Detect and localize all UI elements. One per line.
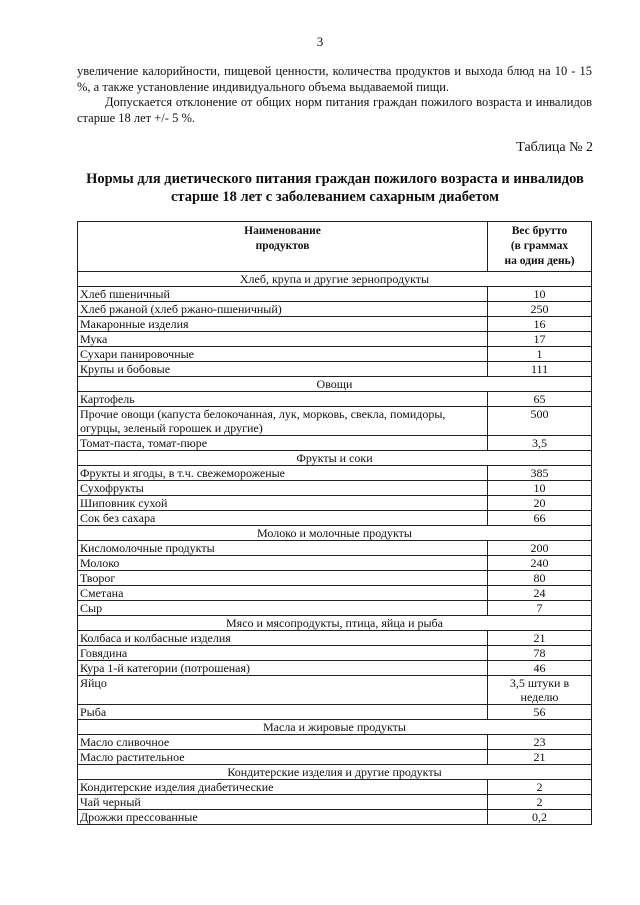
section-title: Мясо и мясопродукты, птица, яйца и рыба <box>78 616 592 631</box>
section-row <box>78 526 592 541</box>
product-name: Сыр <box>78 601 488 616</box>
header-weight <box>488 222 592 272</box>
product-weight: 20 <box>488 496 592 511</box>
product-name: Рыба <box>78 705 488 720</box>
header-weight-line-3: на один день) <box>504 255 575 267</box>
product-name: Кисломолочные продукты <box>78 541 488 556</box>
section-row <box>78 720 592 735</box>
table-row <box>78 407 592 436</box>
product-weight: 17 <box>488 332 592 347</box>
header-product-name-line-2: продуктов <box>255 240 310 252</box>
table-row <box>78 601 592 616</box>
product-name: Масло сливочное <box>78 735 488 750</box>
product-weight: 250 <box>488 302 592 317</box>
product-name: Творог <box>78 571 488 586</box>
product-weight: 78 <box>488 646 592 661</box>
product-weight: 21 <box>488 631 592 646</box>
header-product-name-line-1: Наименование <box>244 225 321 237</box>
table-row <box>78 705 592 720</box>
product-name: Хлеб пшеничный <box>78 287 488 302</box>
product-weight: 3,5 <box>488 436 592 451</box>
product-weight: 10 <box>488 287 592 302</box>
table-title <box>60 170 610 206</box>
product-weight: 65 <box>488 392 592 407</box>
intro-text <box>77 64 592 126</box>
product-name: Масло растительное <box>78 750 488 765</box>
table-row <box>78 287 592 302</box>
table-row <box>78 436 592 451</box>
product-weight: 80 <box>488 571 592 586</box>
section-row <box>78 377 592 392</box>
product-name: Прочие овощи (капуста белокочанная, лук, морковь, свекла, помидоры, огурцы, зеленый горошек и другие) <box>78 407 488 436</box>
product-weight: 3,5 штуки в неделю <box>488 676 592 705</box>
table-row <box>78 511 592 526</box>
table-row <box>78 392 592 407</box>
product-name: Шиповник сухой <box>78 496 488 511</box>
product-name: Сок без сахара <box>78 511 488 526</box>
product-name: Яйцо <box>78 676 488 705</box>
product-weight: 2 <box>488 780 592 795</box>
product-weight: 23 <box>488 735 592 750</box>
product-weight: 46 <box>488 661 592 676</box>
product-name: Молоко <box>78 556 488 571</box>
section-title: Кондитерские изделия и другие продукты <box>78 765 592 780</box>
intro-paragraph-2: Допускается отклонение от общих норм питания граждан пожилого возраста и инвалидов старше 18 лет +/- 5 %. <box>77 95 592 125</box>
product-weight: 7 <box>488 601 592 616</box>
table-row <box>78 750 592 765</box>
product-name: Хлеб ржаной (хлеб ржано-пшеничный) <box>78 302 488 317</box>
product-weight: 385 <box>488 466 592 481</box>
section-row <box>78 451 592 466</box>
product-name: Томат-паста, томат-пюре <box>78 436 488 451</box>
table-label: Таблица № 2 <box>516 140 593 155</box>
header-product-name <box>78 222 488 272</box>
table-row <box>78 302 592 317</box>
table-row <box>78 810 592 825</box>
product-name: Дрожжи прессованные <box>78 810 488 825</box>
product-name: Картофель <box>78 392 488 407</box>
header-weight-line-2: (в граммах <box>510 240 569 252</box>
product-name: Говядина <box>78 646 488 661</box>
table-row <box>78 317 592 332</box>
header-weight-line-1: Вес брутто <box>511 225 568 237</box>
product-weight: 2 <box>488 795 592 810</box>
product-name: Кондитерские изделия диабетические <box>78 780 488 795</box>
table-row <box>78 362 592 377</box>
table-row <box>78 332 592 347</box>
product-weight: 1 <box>488 347 592 362</box>
product-name: Макаронные изделия <box>78 317 488 332</box>
table-row <box>78 556 592 571</box>
table-row <box>78 735 592 750</box>
table-row <box>78 646 592 661</box>
product-weight: 24 <box>488 586 592 601</box>
product-weight: 10 <box>488 481 592 496</box>
product-name: Фрукты и ягоды, в т.ч. свежемороженые <box>78 466 488 481</box>
table-row <box>78 481 592 496</box>
table-row <box>78 795 592 810</box>
product-name: Сметана <box>78 586 488 601</box>
table-row <box>78 541 592 556</box>
table-row <box>78 466 592 481</box>
page-number: 3 <box>316 34 324 49</box>
section-title: Масла и жировые продукты <box>78 720 592 735</box>
product-weight: 200 <box>488 541 592 556</box>
table-body <box>78 272 592 825</box>
product-name: Кура 1-й категории (потрошеная) <box>78 661 488 676</box>
section-row <box>78 616 592 631</box>
section-title: Фрукты и соки <box>78 451 592 466</box>
section-title: Овощи <box>78 377 592 392</box>
product-weight: 21 <box>488 750 592 765</box>
product-weight: 0,2 <box>488 810 592 825</box>
table-row <box>78 631 592 646</box>
table-row <box>78 496 592 511</box>
table-row <box>78 780 592 795</box>
product-weight: 111 <box>488 362 592 377</box>
product-name: Сухофрукты <box>78 481 488 496</box>
product-name: Сухари панировочные <box>78 347 488 362</box>
table-row <box>78 661 592 676</box>
table-header-row <box>78 222 592 272</box>
section-title: Молоко и молочные продукты <box>78 526 592 541</box>
product-weight: 66 <box>488 511 592 526</box>
product-name: Колбаса и колбасные изделия <box>78 631 488 646</box>
table-title-line-1: Нормы для диетического питания граждан пожилого возраста и инвалидов <box>86 171 584 187</box>
section-row <box>78 765 592 780</box>
section-row <box>78 272 592 287</box>
table-row <box>78 347 592 362</box>
table-row <box>78 586 592 601</box>
product-weight: 16 <box>488 317 592 332</box>
product-name: Чай черный <box>78 795 488 810</box>
product-weight: 56 <box>488 705 592 720</box>
section-title: Хлеб, крупа и другие зернопродукты <box>78 272 592 287</box>
table-row <box>78 571 592 586</box>
product-name: Мука <box>78 332 488 347</box>
product-weight: 500 <box>488 407 592 436</box>
product-name: Крупы и бобовые <box>78 362 488 377</box>
norms-table <box>77 221 592 825</box>
table-title-line-2: старше 18 лет с заболеванием сахарным диабетом <box>171 189 499 205</box>
table-row <box>78 676 592 705</box>
product-weight: 240 <box>488 556 592 571</box>
intro-paragraph-1: увеличение калорийности, пищевой ценности, количества продуктов и выхода блюд на 10 - 15 %, а также установление индивидуального объема выдаваемой пищи. <box>77 64 592 94</box>
